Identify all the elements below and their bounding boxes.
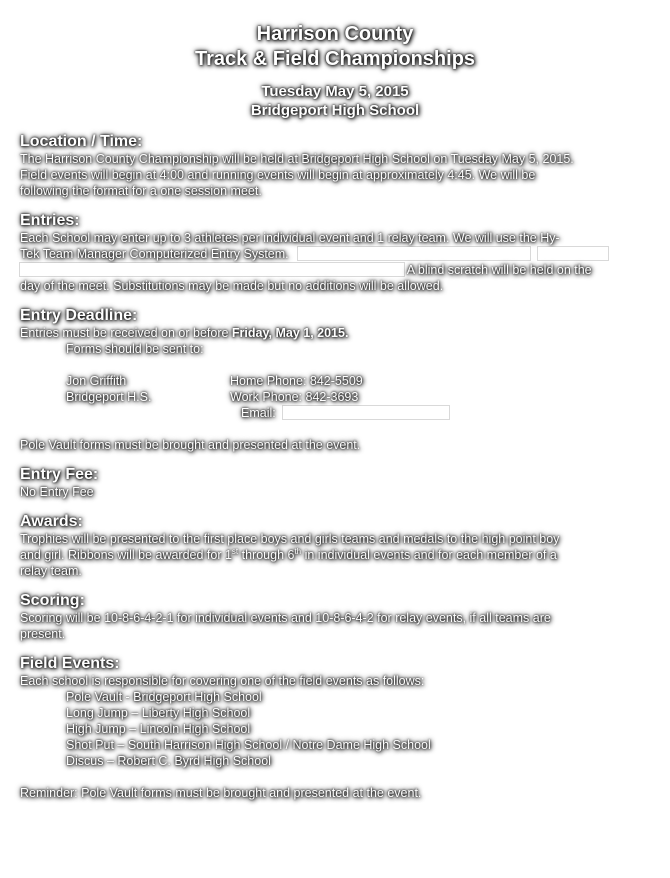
fee-text: No Entry Fee: [20, 485, 94, 499]
contact-row: [20, 389, 650, 405]
home-phone: Home Phone: 842-5509: [230, 374, 363, 388]
awards-text: through 6: [238, 548, 295, 562]
event-venue: Bridgeport High School: [250, 102, 420, 119]
field-event-item: Pole Vault - Bridgeport High School: [66, 690, 262, 704]
document: [20, 22, 650, 801]
entries-line-text: Tek Team Manager Computerized Entry System.: [20, 247, 289, 261]
contact-school: Bridgeport H.S.: [66, 390, 152, 404]
field-event-item: Long Jump – Liberty High School: [66, 706, 251, 720]
entries-line: Each School may enter up to 3 athletes per individual event and 1 relay team. We will use the Hy-: [20, 231, 560, 245]
title-line-2: Track & Field Championships: [194, 48, 476, 70]
field-events-intro: Each school is responsible for covering one of the field events as follows:: [20, 674, 425, 688]
fee-heading: Entry Fee:: [20, 466, 99, 483]
field-event-item: Discus – Robert C. Byrd High School: [66, 754, 271, 768]
deadline-line: [20, 325, 650, 341]
awards-line: [20, 547, 650, 563]
awards-heading: Awards:: [20, 513, 83, 530]
deadline-send-to: Forms should be sent to:: [66, 342, 204, 356]
awards-line: relay team.: [20, 564, 82, 578]
redacted-email: [283, 406, 449, 419]
field-event-item: Shot Put – South Harrison High School / Notre Dame High School: [66, 738, 431, 752]
entries-heading: Entries:: [20, 212, 80, 229]
scoring-line: present.: [20, 627, 66, 641]
entries-line-text: A blind scratch will be held on the: [406, 263, 592, 277]
deadline-date: Friday, May 1, 2015.: [231, 326, 349, 340]
scoring-heading: Scoring:: [20, 592, 85, 609]
deadline-text: Entries must be received on or before: [20, 326, 232, 340]
pole-vault-note: Pole Vault forms must be brought and presented at the event.: [20, 438, 361, 452]
email-label: Email:: [241, 406, 276, 420]
field-events-heading: Field Events:: [20, 655, 120, 672]
work-phone: Work Phone: 842-3693: [230, 390, 359, 404]
title-line-1: Harrison County: [256, 23, 414, 45]
contact-row: [20, 373, 650, 389]
deadline-heading: Entry Deadline:: [20, 307, 138, 324]
scoring-line: Scoring will be 10-8-6-4-2-1 for individual events and 10-8-6-4-2 for relay events, if all teams are: [20, 611, 551, 625]
contact-name: Jon Griffith: [66, 374, 127, 388]
redacted-text: [20, 263, 404, 276]
field-event-item: High Jump – Lincoln High School: [66, 722, 251, 736]
entries-line: [20, 246, 650, 262]
entries-line: [20, 262, 650, 278]
redacted-text: [298, 247, 530, 260]
awards-text: and girl. Ribbons will be awarded for 1: [20, 548, 232, 562]
redacted-text: [538, 247, 608, 260]
entries-line: day of the meet. Substitutions may be made but no additions will be allowed.: [20, 279, 444, 293]
ordinal-suffix: th: [294, 546, 302, 556]
email-row: [20, 405, 650, 421]
location-line: The Harrison County Championship will be held at Bridgeport High School on Tuesday May 5, 2015.: [20, 152, 574, 166]
location-line: Field events will begin at 4:00 and running events will begin at approximately 4:45. We will be: [20, 168, 536, 182]
location-heading: Location / Time:: [20, 133, 143, 150]
awards-line: Trophies will be presented to the first place boys and girls teams and medals to the high point boy: [20, 532, 560, 546]
ordinal-suffix: st: [231, 546, 239, 556]
location-line: following the format for a one session meet.: [20, 184, 262, 198]
event-date: Tuesday May 5, 2015: [261, 83, 409, 100]
awards-text: in individual events and for each member of a: [301, 548, 557, 562]
reminder: Reminder: Pole Vault forms must be brought and presented at the event.: [20, 786, 422, 800]
